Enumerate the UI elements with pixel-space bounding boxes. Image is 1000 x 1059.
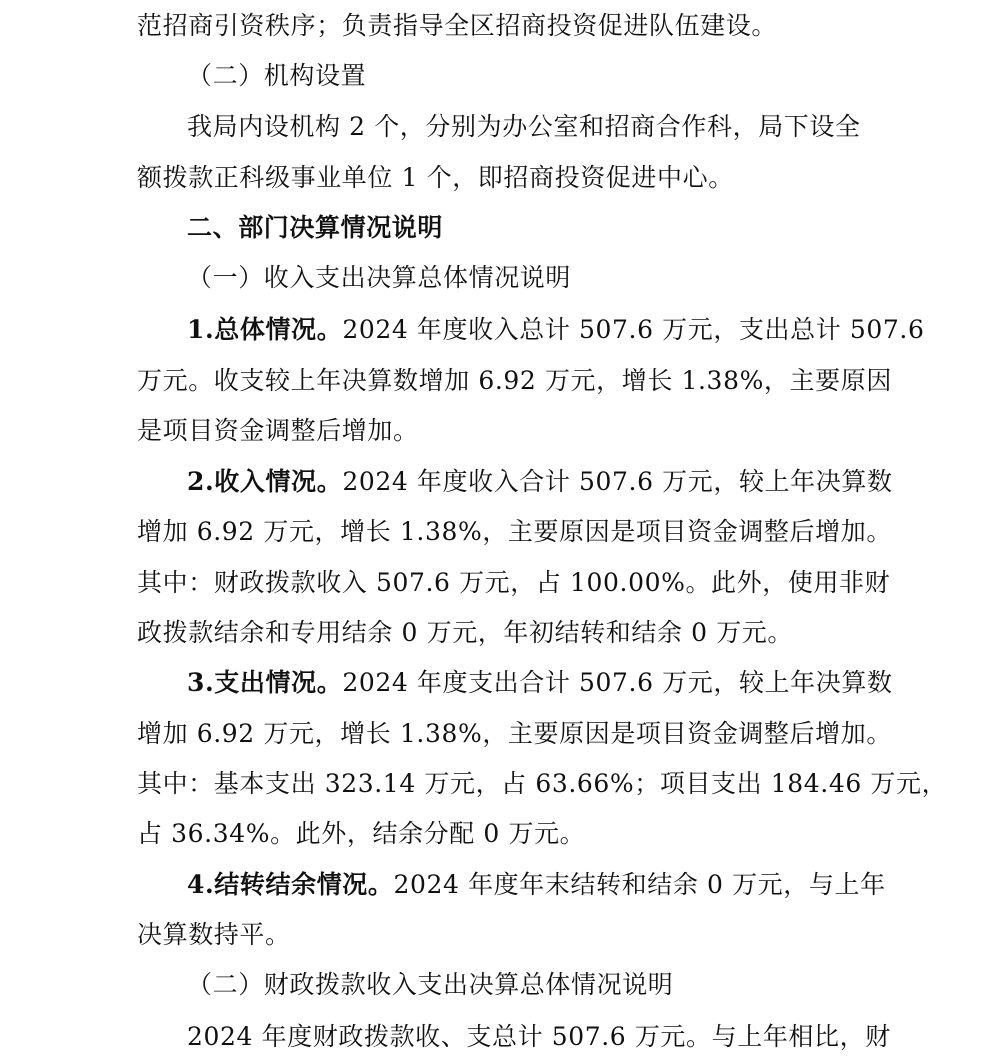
paragraph-line — [137, 617, 897, 649]
paragraph-line — [187, 466, 947, 498]
line-text: （一）收入支出决算总体情况说明 — [187, 263, 572, 292]
section-subheading — [187, 60, 947, 92]
paragraph-lead: 3.支出情况。 — [187, 668, 343, 697]
paragraph-lead: 2.收入情况。 — [187, 467, 343, 496]
paragraph-line — [187, 667, 947, 699]
paragraph-line — [187, 111, 877, 143]
line-text: 万元。收支较上年决算数增加 6.92 万元，增长 1.38%，主要原因 — [137, 366, 892, 395]
line-text: （二）财政拨款收入支出决算总体情况说明 — [187, 970, 674, 999]
paragraph-line — [137, 162, 897, 194]
line-text: 政拨款结余和专用结余 0 万元，年初结转和结余 0 万元。 — [137, 618, 794, 647]
section-subheading — [187, 969, 947, 1001]
paragraph-line — [137, 567, 897, 599]
line-text: 是项目资金调整后增加。 — [137, 416, 419, 445]
line-text: 范招商引资秩序；负责指导全区招商投资促进队伍建设。 — [137, 11, 778, 40]
line-text: 其中：财政拨款收入 507.6 万元，占 100.00%。此外，使用非财 — [137, 568, 891, 597]
line-text: 其中：基本支出 323.14 万元，占 63.66%；项目支出 184.46 万元， — [137, 769, 948, 798]
paragraph-line — [137, 516, 897, 548]
paragraph-line — [187, 314, 947, 346]
section-heading — [187, 212, 947, 244]
section-subheading — [187, 262, 947, 294]
paragraph-line — [137, 365, 897, 397]
paragraph-line — [137, 718, 897, 750]
paragraph-line — [137, 768, 948, 800]
paragraph-line — [137, 919, 897, 951]
line-text: 二、部门决算情况说明 — [187, 213, 444, 242]
line-text: 增加 6.92 万元，增长 1.38%，主要原因是项目资金调整后增加。 — [137, 719, 892, 748]
paragraph-line — [137, 818, 897, 850]
paragraph-lead: 1.总体情况。 — [187, 315, 343, 344]
line-text: 决算数持平。 — [137, 920, 291, 949]
line-text: 我局内设机构 2 个，分别为办公室和招商合作科，局下设全 — [187, 112, 861, 141]
paragraph-line — [137, 415, 897, 447]
line-text: 额拨款正科级事业单位 1 个，即招商投资促进中心。 — [137, 163, 734, 192]
line-text: 增加 6.92 万元，增长 1.38%，主要原因是项目资金调整后增加。 — [137, 517, 892, 546]
line-text: 2024 年度支出合计 507.6 万元，较上年决算数 — [342, 668, 893, 697]
line-text: （二）机构设置 — [187, 61, 367, 90]
line-text: 2024 年度收入合计 507.6 万元，较上年决算数 — [342, 467, 893, 496]
line-text: 占 36.34%。此外，结余分配 0 万元。 — [137, 819, 586, 848]
line-text: 2024 年度收入总计 507.6 万元，支出总计 507.6 — [342, 315, 925, 344]
paragraph-lead: 4.结转结余情况。 — [187, 870, 394, 899]
line-text: 2024 年度财政拨款收、支总计 507.6 万元。与上年相比，财 — [187, 1022, 891, 1051]
paragraph-line — [187, 869, 947, 901]
paragraph-line — [187, 1021, 947, 1053]
paragraph-line — [137, 10, 897, 42]
line-text: 2024 年度年末结转和结余 0 万元，与上年 — [393, 870, 886, 899]
